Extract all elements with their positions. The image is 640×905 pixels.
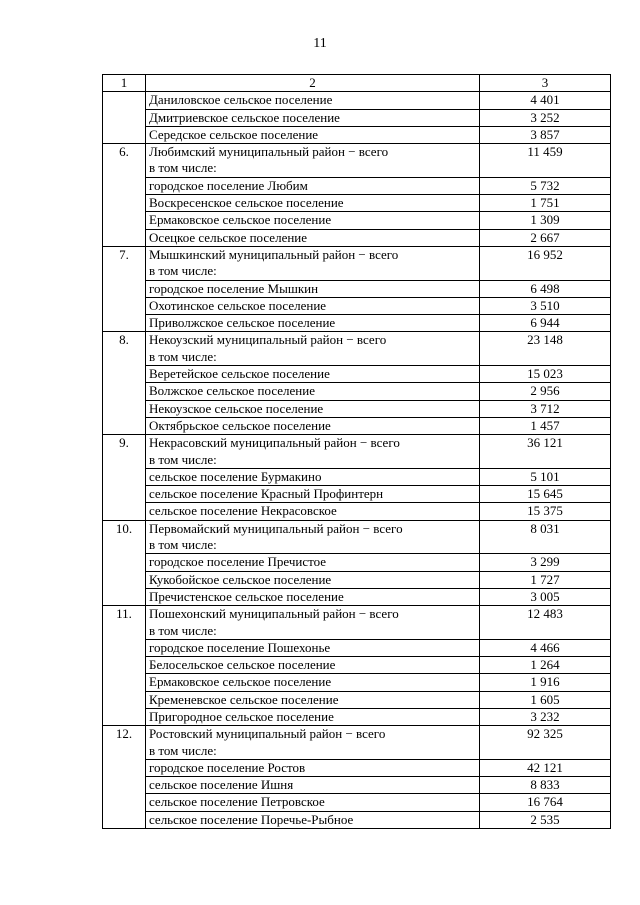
district-title-line: Пошехонский муниципальный район − всего <box>149 606 399 622</box>
district-row <box>103 726 611 760</box>
district-row <box>103 606 611 640</box>
district-number: 9. <box>103 435 146 520</box>
settlement-value: 1 309 <box>480 212 611 229</box>
settlement-name: Ермаковское сельское поселение <box>146 212 480 229</box>
settlement-name: городское поселение Ростов <box>146 759 480 776</box>
district-total: 11 459 <box>480 144 611 178</box>
settlement-value: 5 101 <box>480 468 611 485</box>
settlement-row <box>103 280 611 297</box>
settlement-value: 15 375 <box>480 503 611 520</box>
settlement-name: городское поселение Любим <box>146 177 480 194</box>
settlement-value: 6 498 <box>480 280 611 297</box>
district-total: 23 148 <box>480 332 611 366</box>
settlement-name: сельское поселение Поречье-Рыбное <box>146 811 480 828</box>
district-title <box>146 520 480 554</box>
district-number <box>103 92 146 144</box>
settlement-name: городское поселение Мышкин <box>146 280 480 297</box>
settlement-name: сельское поселение Петровское <box>146 794 480 811</box>
district-title-line: в том числе: <box>149 537 217 553</box>
district-title-line: Некрасовский муниципальный район − всего <box>149 435 400 451</box>
district-number: 12. <box>103 726 146 829</box>
settlement-value: 3 005 <box>480 588 611 605</box>
settlement-value: 1 727 <box>480 571 611 588</box>
settlement-row <box>103 811 611 828</box>
settlement-value: 3 510 <box>480 297 611 314</box>
settlement-value: 6 944 <box>480 315 611 332</box>
settlement-row <box>103 486 611 503</box>
settlement-row <box>103 468 611 485</box>
district-title <box>146 726 480 760</box>
district-title-line: в том числе: <box>149 160 217 176</box>
settlement-name: сельское поселение Красный Профинтерн <box>146 486 480 503</box>
settlement-name: Воскресенское сельское поселение <box>146 195 480 212</box>
page-number: 11 <box>313 36 327 51</box>
settlement-value: 2 667 <box>480 229 611 246</box>
settlement-name: Середское сельское поселение <box>146 126 480 143</box>
settlement-row <box>103 503 611 520</box>
settlement-name: Пречистенское сельское поселение <box>146 588 480 605</box>
district-title-line: Ростовский муниципальный район − всего <box>149 726 386 742</box>
district-number: 10. <box>103 520 146 605</box>
district-title-line: Мышкинский муниципальный район − всего <box>149 246 399 262</box>
district-row <box>103 435 611 469</box>
district-title <box>146 606 480 640</box>
settlement-row <box>103 417 611 434</box>
settlement-row <box>103 195 611 212</box>
settlement-value: 15 645 <box>480 486 611 503</box>
table-body <box>103 75 611 829</box>
settlement-row <box>103 212 611 229</box>
header-row <box>103 75 611 92</box>
district-row <box>103 520 611 554</box>
settlement-value: 3 252 <box>480 109 611 126</box>
settlement-row <box>103 674 611 691</box>
settlement-value: 2 535 <box>480 811 611 828</box>
district-title-line: в том числе: <box>149 348 217 364</box>
settlement-row <box>103 109 611 126</box>
settlement-value: 3 299 <box>480 554 611 571</box>
settlement-value: 42 121 <box>480 759 611 776</box>
district-title-line: в том числе: <box>149 742 217 758</box>
settlement-row <box>103 759 611 776</box>
settlement-name: Белосельское сельское поселение <box>146 657 480 674</box>
district-title <box>146 246 480 280</box>
district-number: 7. <box>103 246 146 331</box>
settlement-value: 3 232 <box>480 708 611 725</box>
settlement-value: 4 466 <box>480 639 611 656</box>
district-number: 6. <box>103 144 146 247</box>
district-title-line: Некоузский муниципальный район − всего <box>149 332 387 348</box>
settlement-value: 3 712 <box>480 400 611 417</box>
district-row <box>103 144 611 178</box>
settlement-name: Волжское сельское поселение <box>146 383 480 400</box>
district-total: 92 325 <box>480 726 611 760</box>
settlement-name: Октябрьское сельское поселение <box>146 417 480 434</box>
settlement-row <box>103 92 611 109</box>
district-title <box>146 144 480 178</box>
settlement-name: сельское поселение Бурмакино <box>146 468 480 485</box>
header-col-1: 1 <box>103 75 146 92</box>
settlement-row <box>103 400 611 417</box>
district-title-line: Любимский муниципальный район − всего <box>149 144 389 160</box>
settlement-value: 16 764 <box>480 794 611 811</box>
settlement-name: городское поселение Пречистое <box>146 554 480 571</box>
settlement-row <box>103 383 611 400</box>
district-total: 16 952 <box>480 246 611 280</box>
district-title <box>146 435 480 469</box>
settlement-name: Пригородное сельское поселение <box>146 708 480 725</box>
settlement-row <box>103 571 611 588</box>
settlement-name: сельское поселение Некрасовское <box>146 503 480 520</box>
settlement-row <box>103 777 611 794</box>
district-title-line: в том числе: <box>149 451 217 467</box>
district-number: 8. <box>103 332 146 435</box>
district-row <box>103 332 611 366</box>
settlement-value: 1 457 <box>480 417 611 434</box>
settlement-row <box>103 315 611 332</box>
settlement-value: 4 401 <box>480 92 611 109</box>
settlement-value: 1 916 <box>480 674 611 691</box>
settlement-name: Даниловское сельское поселение <box>146 92 480 109</box>
settlement-name: сельское поселение Ишня <box>146 777 480 794</box>
settlement-name: городское поселение Пошехонье <box>146 639 480 656</box>
settlement-value: 5 732 <box>480 177 611 194</box>
settlement-value: 3 857 <box>480 126 611 143</box>
settlement-row <box>103 794 611 811</box>
settlement-name: Приволжское сельское поселение <box>146 315 480 332</box>
settlement-name: Осецкое сельское поселение <box>146 229 480 246</box>
settlement-value: 1 751 <box>480 195 611 212</box>
header-col-3: 3 <box>480 75 611 92</box>
district-number: 11. <box>103 606 146 726</box>
district-row <box>103 246 611 280</box>
settlement-row <box>103 554 611 571</box>
header-col-2: 2 <box>146 75 480 92</box>
settlement-row <box>103 691 611 708</box>
district-title-line: в том числе: <box>149 263 217 279</box>
settlement-row <box>103 366 611 383</box>
settlement-name: Веретейское сельское поселение <box>146 366 480 383</box>
settlement-row <box>103 229 611 246</box>
settlement-row <box>103 639 611 656</box>
settlement-row <box>103 126 611 143</box>
settlement-row <box>103 708 611 725</box>
settlement-value: 8 833 <box>480 777 611 794</box>
settlement-value: 1 605 <box>480 691 611 708</box>
settlement-name: Кукобойское сельское поселение <box>146 571 480 588</box>
settlement-name: Некоузское сельское поселение <box>146 400 480 417</box>
settlement-name: Охотинское сельское поселение <box>146 297 480 314</box>
settlement-row <box>103 177 611 194</box>
settlement-value: 2 956 <box>480 383 611 400</box>
district-total: 36 121 <box>480 435 611 469</box>
settlement-row <box>103 657 611 674</box>
settlement-value: 1 264 <box>480 657 611 674</box>
district-title-line: в том числе: <box>149 622 217 638</box>
district-title-line: Первомайский муниципальный район − всего <box>149 520 403 536</box>
district-title <box>146 332 480 366</box>
settlement-row <box>103 588 611 605</box>
settlement-name: Кременевское сельское поселение <box>146 691 480 708</box>
population-table <box>102 74 611 829</box>
settlement-value: 15 023 <box>480 366 611 383</box>
settlement-row <box>103 297 611 314</box>
district-total: 12 483 <box>480 606 611 640</box>
district-total: 8 031 <box>480 520 611 554</box>
settlement-name: Дмитриевское сельское поселение <box>146 109 480 126</box>
settlement-name: Ермаковское сельское поселение <box>146 674 480 691</box>
